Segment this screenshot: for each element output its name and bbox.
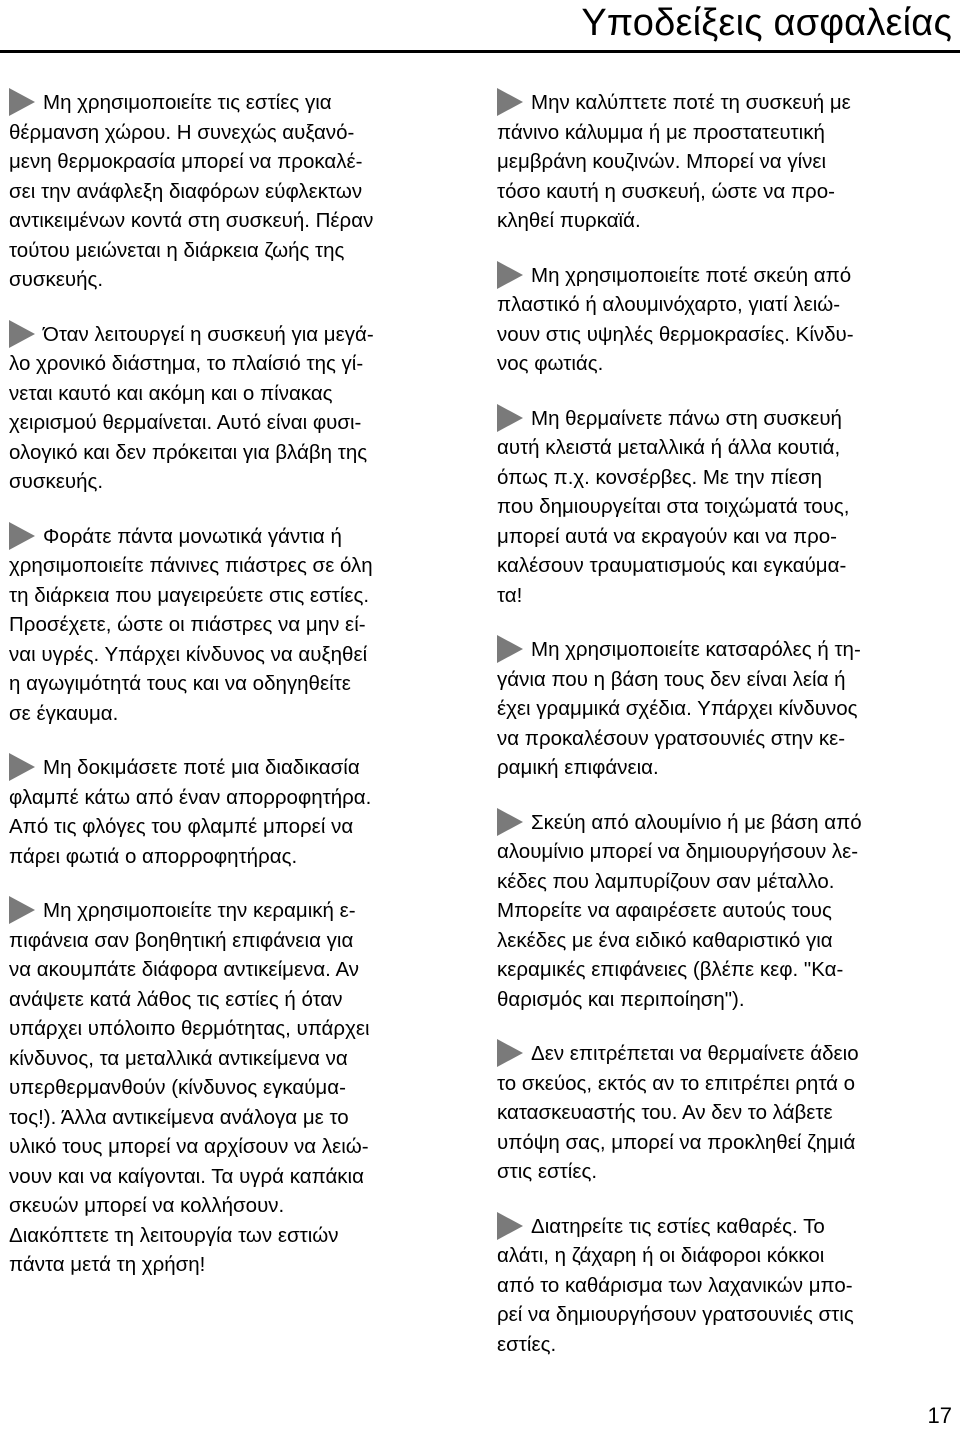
text-line bbox=[9, 88, 469, 118]
page-title: Υποδείξεις ασφαλείας bbox=[581, 2, 952, 44]
text-line-content: μπορεί αυτά να εκραγούν και να προ- bbox=[497, 524, 837, 548]
text-line-content: Μη χρησιμοποιείτε κατσαρόλες ή τη- bbox=[531, 638, 861, 661]
safety-note-text bbox=[9, 753, 469, 871]
safety-note-text bbox=[497, 635, 952, 783]
text-line bbox=[497, 837, 952, 867]
text-line-content: πιφάνεια σαν βοηθητική επιφάνεια για bbox=[9, 928, 354, 952]
text-line bbox=[497, 808, 952, 838]
text-line bbox=[9, 1073, 469, 1103]
text-line bbox=[9, 896, 469, 926]
safety-note-text bbox=[9, 320, 469, 497]
text-line-content: αυτή κλειστά μεταλλικά ή άλλα κουτιά, bbox=[497, 436, 841, 459]
safety-note bbox=[9, 896, 469, 1280]
text-line-content: υλικό τους μπορεί να αρχίσουν να λειώ- bbox=[9, 1135, 369, 1158]
text-line bbox=[497, 985, 952, 1015]
text-line-content: να προκαλέσουν γρατσουνιές στην κε- bbox=[497, 726, 846, 750]
text-line-content: πάνινο κάλυμμα ή με προστατευτική bbox=[497, 120, 825, 144]
text-line bbox=[9, 265, 469, 295]
text-line-content: νεται καυτό και ακόμη και ο πίνακας bbox=[9, 381, 333, 405]
text-line bbox=[9, 1221, 469, 1251]
text-line-content: ραμική επιφάνεια. bbox=[497, 756, 659, 779]
text-line-content: όπως π.χ. κονσέρβες. Με την πίεση bbox=[497, 465, 823, 489]
arrow-bullet-icon bbox=[497, 635, 523, 663]
text-line bbox=[9, 1250, 469, 1280]
safety-note-text bbox=[497, 1212, 952, 1360]
text-line bbox=[497, 635, 952, 665]
text-line bbox=[497, 896, 952, 926]
text-line-content: μεμβράνη κουζινών. Μπορεί να γίνει bbox=[497, 150, 827, 173]
text-line bbox=[9, 551, 469, 581]
text-line-content: Προσέχετε, ώστε οι πιάστρες να μην εί- bbox=[9, 613, 366, 636]
text-line-content: σε έγκαυμα. bbox=[9, 701, 119, 725]
text-line bbox=[9, 955, 469, 985]
arrow-bullet-icon bbox=[9, 88, 35, 116]
safety-note-text bbox=[497, 808, 952, 1015]
text-line bbox=[9, 1132, 469, 1162]
text-line bbox=[9, 610, 469, 640]
text-line-content: Διατηρείτε τις εστίες καθαρές. Το bbox=[531, 1214, 825, 1238]
header-divider bbox=[0, 50, 960, 53]
text-line-content: νουν και να καίγονται. Τα υγρά καπάκια bbox=[9, 1164, 364, 1188]
text-line bbox=[497, 404, 952, 434]
text-line bbox=[497, 492, 952, 522]
text-line-content: κληθεί πυρκαϊά. bbox=[497, 209, 641, 232]
text-line bbox=[497, 177, 952, 207]
text-line-content: αλάτι, η ζάχαρη ή οι διάφοροι κόκκοι bbox=[497, 1244, 825, 1267]
text-line-content: μενη θερμοκρασία μπορεί να προκαλέ- bbox=[9, 150, 363, 173]
text-line bbox=[497, 320, 952, 350]
text-line bbox=[497, 867, 952, 897]
text-line bbox=[497, 665, 952, 695]
text-line-content: ανάψετε κατά λάθος τις εστίες ή όταν bbox=[9, 987, 343, 1011]
safety-note bbox=[497, 1212, 952, 1360]
text-line bbox=[9, 408, 469, 438]
text-line-content: Από τις φλόγες του φλαμπέ μπορεί να bbox=[9, 815, 354, 838]
text-line bbox=[497, 1157, 952, 1187]
text-line bbox=[497, 1300, 952, 1330]
text-line-content: λο χρονικό διάστημα, το πλαίσιό της γί- bbox=[9, 352, 364, 375]
text-line bbox=[497, 581, 952, 611]
text-line bbox=[497, 1241, 952, 1271]
text-line-content: Σκεύη από αλουμίνιο ή με βάση από bbox=[531, 810, 862, 834]
text-line-content: λεκέδες με ένα ειδικό καθαριστικό για bbox=[497, 928, 833, 952]
text-line-content: καλέσουν τραυματισμούς και εγκαύμα- bbox=[497, 554, 847, 577]
arrow-bullet-icon bbox=[9, 896, 35, 924]
text-line-content: τος!). Άλλα αντικείμενα ανάλογα με το bbox=[9, 1105, 349, 1129]
text-line-content: εστίες. bbox=[497, 1332, 557, 1356]
text-line bbox=[9, 753, 469, 783]
text-line-content: η αγωγιμότητά τους και να οδηγηθείτε bbox=[9, 672, 351, 695]
text-line-content: θαρισμός και περιποίηση"). bbox=[497, 987, 745, 1011]
text-line bbox=[497, 1069, 952, 1099]
text-line-content: κατασκευαστής του. Αν δεν το λάβετε bbox=[497, 1101, 833, 1124]
safety-note-text bbox=[497, 1039, 952, 1187]
text-line-content: Μην καλύπτετε ποτέ τη συσκευή με bbox=[531, 91, 851, 114]
text-line-content: νουν στις υψηλές θερμοκρασίες. Κίνδυ- bbox=[497, 322, 854, 346]
arrow-bullet-icon bbox=[497, 261, 523, 289]
safety-note-text bbox=[9, 896, 469, 1280]
text-line-content: ναι υγρές. Υπάρχει κίνδυνος να αυξηθεί bbox=[9, 642, 368, 666]
text-line-content: το σκεύος, εκτός αν το επιτρέπει ρητά ο bbox=[497, 1071, 856, 1095]
text-line bbox=[497, 724, 952, 754]
text-line bbox=[497, 1271, 952, 1301]
text-line-content: στις εστίες. bbox=[497, 1160, 598, 1183]
text-line-content: φλαμπέ κάτω από έναν απορροφητήρα. bbox=[9, 785, 372, 809]
safety-note bbox=[9, 753, 469, 871]
text-line-content: ρεί να δημιουργήσουν γρατσουνιές στις bbox=[497, 1303, 854, 1326]
safety-note bbox=[497, 261, 952, 379]
text-line-content: κεραμικές επιφάνειες (βλέπε κεφ. "Κα- bbox=[497, 958, 844, 981]
text-line-content: σκευών μπορεί να κολλήσουν. bbox=[9, 1194, 285, 1217]
text-line bbox=[9, 349, 469, 379]
text-line bbox=[9, 699, 469, 729]
text-line-content: κίνδυνος, τα μεταλλικά αντικείμενα να bbox=[9, 1046, 348, 1070]
text-line-content: Δεν επιτρέπεται να θερμαίνετε άδειο bbox=[531, 1042, 859, 1065]
text-line bbox=[9, 320, 469, 350]
arrow-bullet-icon bbox=[497, 404, 523, 432]
text-line-content: Μη θερμαίνετε πάνω στη συσκευή bbox=[531, 406, 842, 430]
text-line bbox=[9, 1103, 469, 1133]
text-line bbox=[9, 118, 469, 148]
text-line-content: υπόψη σας, μπορεί να προκληθεί ζημιά bbox=[497, 1130, 856, 1154]
text-line bbox=[497, 1212, 952, 1242]
text-line bbox=[9, 640, 469, 670]
text-line bbox=[497, 1330, 952, 1360]
text-line bbox=[9, 669, 469, 699]
text-line-content: Μη χρησιμοποιείτε ποτέ σκεύη από bbox=[531, 263, 852, 287]
text-line-content: από το καθάρισμα των λαχανικών μπο- bbox=[497, 1273, 853, 1297]
text-line bbox=[9, 842, 469, 872]
text-line bbox=[497, 261, 952, 291]
text-line-content: Μη χρησιμοποιείτε τις εστίες για bbox=[43, 91, 332, 114]
text-line-content: θέρμανση χώρου. Η συνεχώς αυξανό- bbox=[9, 120, 355, 144]
text-line-content: κέδες που λαμπυρίζουν σαν μέταλλο. bbox=[497, 869, 835, 893]
text-line bbox=[9, 206, 469, 236]
safety-note bbox=[497, 808, 952, 1015]
text-line bbox=[9, 985, 469, 1015]
text-line bbox=[9, 1014, 469, 1044]
left-column bbox=[9, 88, 469, 1305]
arrow-bullet-icon bbox=[497, 808, 523, 836]
text-line-content: τόσο καυτή η συσκευή, ώστε να προ- bbox=[497, 179, 835, 203]
right-column bbox=[497, 88, 952, 1384]
text-line bbox=[497, 522, 952, 552]
text-line bbox=[9, 1191, 469, 1221]
arrow-bullet-icon bbox=[497, 1039, 523, 1067]
text-line bbox=[497, 551, 952, 581]
text-line bbox=[497, 88, 952, 118]
text-line-content: υπάρχει υπόλοιπο θερμότητας, υπάρχει bbox=[9, 1017, 370, 1040]
arrow-bullet-icon bbox=[9, 320, 35, 348]
arrow-bullet-icon bbox=[497, 88, 523, 116]
text-line bbox=[497, 1098, 952, 1128]
safety-note-text bbox=[9, 88, 469, 295]
text-line bbox=[9, 581, 469, 611]
text-line-content: ολογικό και δεν πρόκειται για βλάβη της bbox=[9, 440, 368, 464]
text-line bbox=[497, 753, 952, 783]
text-line bbox=[9, 1044, 469, 1074]
text-line bbox=[9, 379, 469, 409]
text-line bbox=[9, 926, 469, 956]
text-line bbox=[9, 522, 469, 552]
safety-note bbox=[9, 320, 469, 497]
safety-note-text bbox=[497, 88, 952, 236]
safety-note bbox=[497, 635, 952, 783]
text-line-content: συσκευής. bbox=[9, 268, 104, 291]
safety-note bbox=[497, 1039, 952, 1187]
text-line bbox=[497, 290, 952, 320]
text-line-content: νος φωτιάς. bbox=[497, 352, 604, 375]
text-line-content: να ακουμπάτε διάφορα αντικείμενα. Αν bbox=[9, 958, 359, 981]
text-line-content: πάρει φωτιά ο απορροφητήρας. bbox=[9, 844, 298, 868]
page-number: 17 bbox=[927, 1403, 952, 1428]
text-line bbox=[497, 463, 952, 493]
text-line bbox=[497, 147, 952, 177]
text-line-content: Όταν λειτουργεί η συσκευή για μεγά- bbox=[43, 322, 374, 346]
text-line-content: υπερθερμανθούν (κίνδυνος εγκαύμα- bbox=[9, 1076, 346, 1099]
text-line-content: αντικειμένων κοντά στη συσκευή. Πέραν bbox=[9, 209, 374, 232]
text-line bbox=[497, 1128, 952, 1158]
text-line-content: συσκευής. bbox=[9, 470, 104, 493]
text-line bbox=[9, 147, 469, 177]
text-line-content: Μη δοκιμάσετε ποτέ μια διαδικασία bbox=[43, 756, 360, 779]
text-line bbox=[9, 177, 469, 207]
text-line-content: αλουμίνιο μπορεί να δημιουργήσουν λε- bbox=[497, 840, 859, 863]
text-line-content: τα! bbox=[497, 583, 523, 607]
arrow-bullet-icon bbox=[497, 1212, 523, 1240]
text-line-content: έχει γραμμικά σχέδια. Υπάρχει κίνδυνος bbox=[497, 697, 858, 720]
text-line bbox=[9, 783, 469, 813]
text-line-content: Μη χρησιμοποιείτε την κεραμική ε- bbox=[43, 899, 356, 922]
safety-note bbox=[9, 522, 469, 729]
text-line bbox=[497, 1039, 952, 1069]
safety-note-text bbox=[497, 404, 952, 611]
text-line-content: τούτου μειώνεται η διάρκεια ζωής της bbox=[9, 238, 345, 262]
text-line bbox=[9, 1162, 469, 1192]
text-line bbox=[497, 433, 952, 463]
arrow-bullet-icon bbox=[9, 522, 35, 550]
text-line-content: πάντα μετά τη χρήση! bbox=[9, 1253, 206, 1276]
text-line-content: γάνια που η βάση τους δεν είναι λεία ή bbox=[497, 667, 846, 691]
text-line-content: που δημιουργείται στα τοιχώματά τους, bbox=[497, 495, 850, 518]
text-line bbox=[497, 955, 952, 985]
text-line-content: χειρισμού θερμαίνεται. Αυτό είναι φυσι- bbox=[9, 411, 362, 434]
safety-note-text bbox=[497, 261, 952, 379]
text-line-content: χρησιμοποιείτε πάνινες πιάστρες σε όλη bbox=[9, 554, 373, 577]
text-line bbox=[9, 812, 469, 842]
text-line-content: σει την ανάφλεξη διαφόρων εύφλεκτων bbox=[9, 179, 363, 203]
text-line-content: τη διάρκεια που μαγειρεύετε στις εστίες. bbox=[9, 583, 370, 607]
text-line-content: Φοράτε πάντα μονωτικά γάντια ή bbox=[43, 524, 342, 548]
text-line bbox=[9, 467, 469, 497]
text-line bbox=[497, 349, 952, 379]
safety-note bbox=[9, 88, 469, 295]
text-line bbox=[9, 236, 469, 266]
safety-note-text bbox=[9, 522, 469, 729]
text-line bbox=[497, 118, 952, 148]
safety-note bbox=[497, 88, 952, 236]
text-line bbox=[497, 926, 952, 956]
safety-note bbox=[497, 404, 952, 611]
text-line-content: Διακόπτετε τη λειτουργία των εστιών bbox=[9, 1223, 339, 1247]
text-line-content: πλαστικό ή αλουμινόχαρτο, γιατί λειώ- bbox=[497, 293, 841, 316]
text-line bbox=[9, 438, 469, 468]
arrow-bullet-icon bbox=[9, 753, 35, 781]
text-line-content: Μπορείτε να αφαιρέσετε αυτούς τους bbox=[497, 899, 832, 922]
text-line bbox=[497, 206, 952, 236]
text-line bbox=[497, 694, 952, 724]
